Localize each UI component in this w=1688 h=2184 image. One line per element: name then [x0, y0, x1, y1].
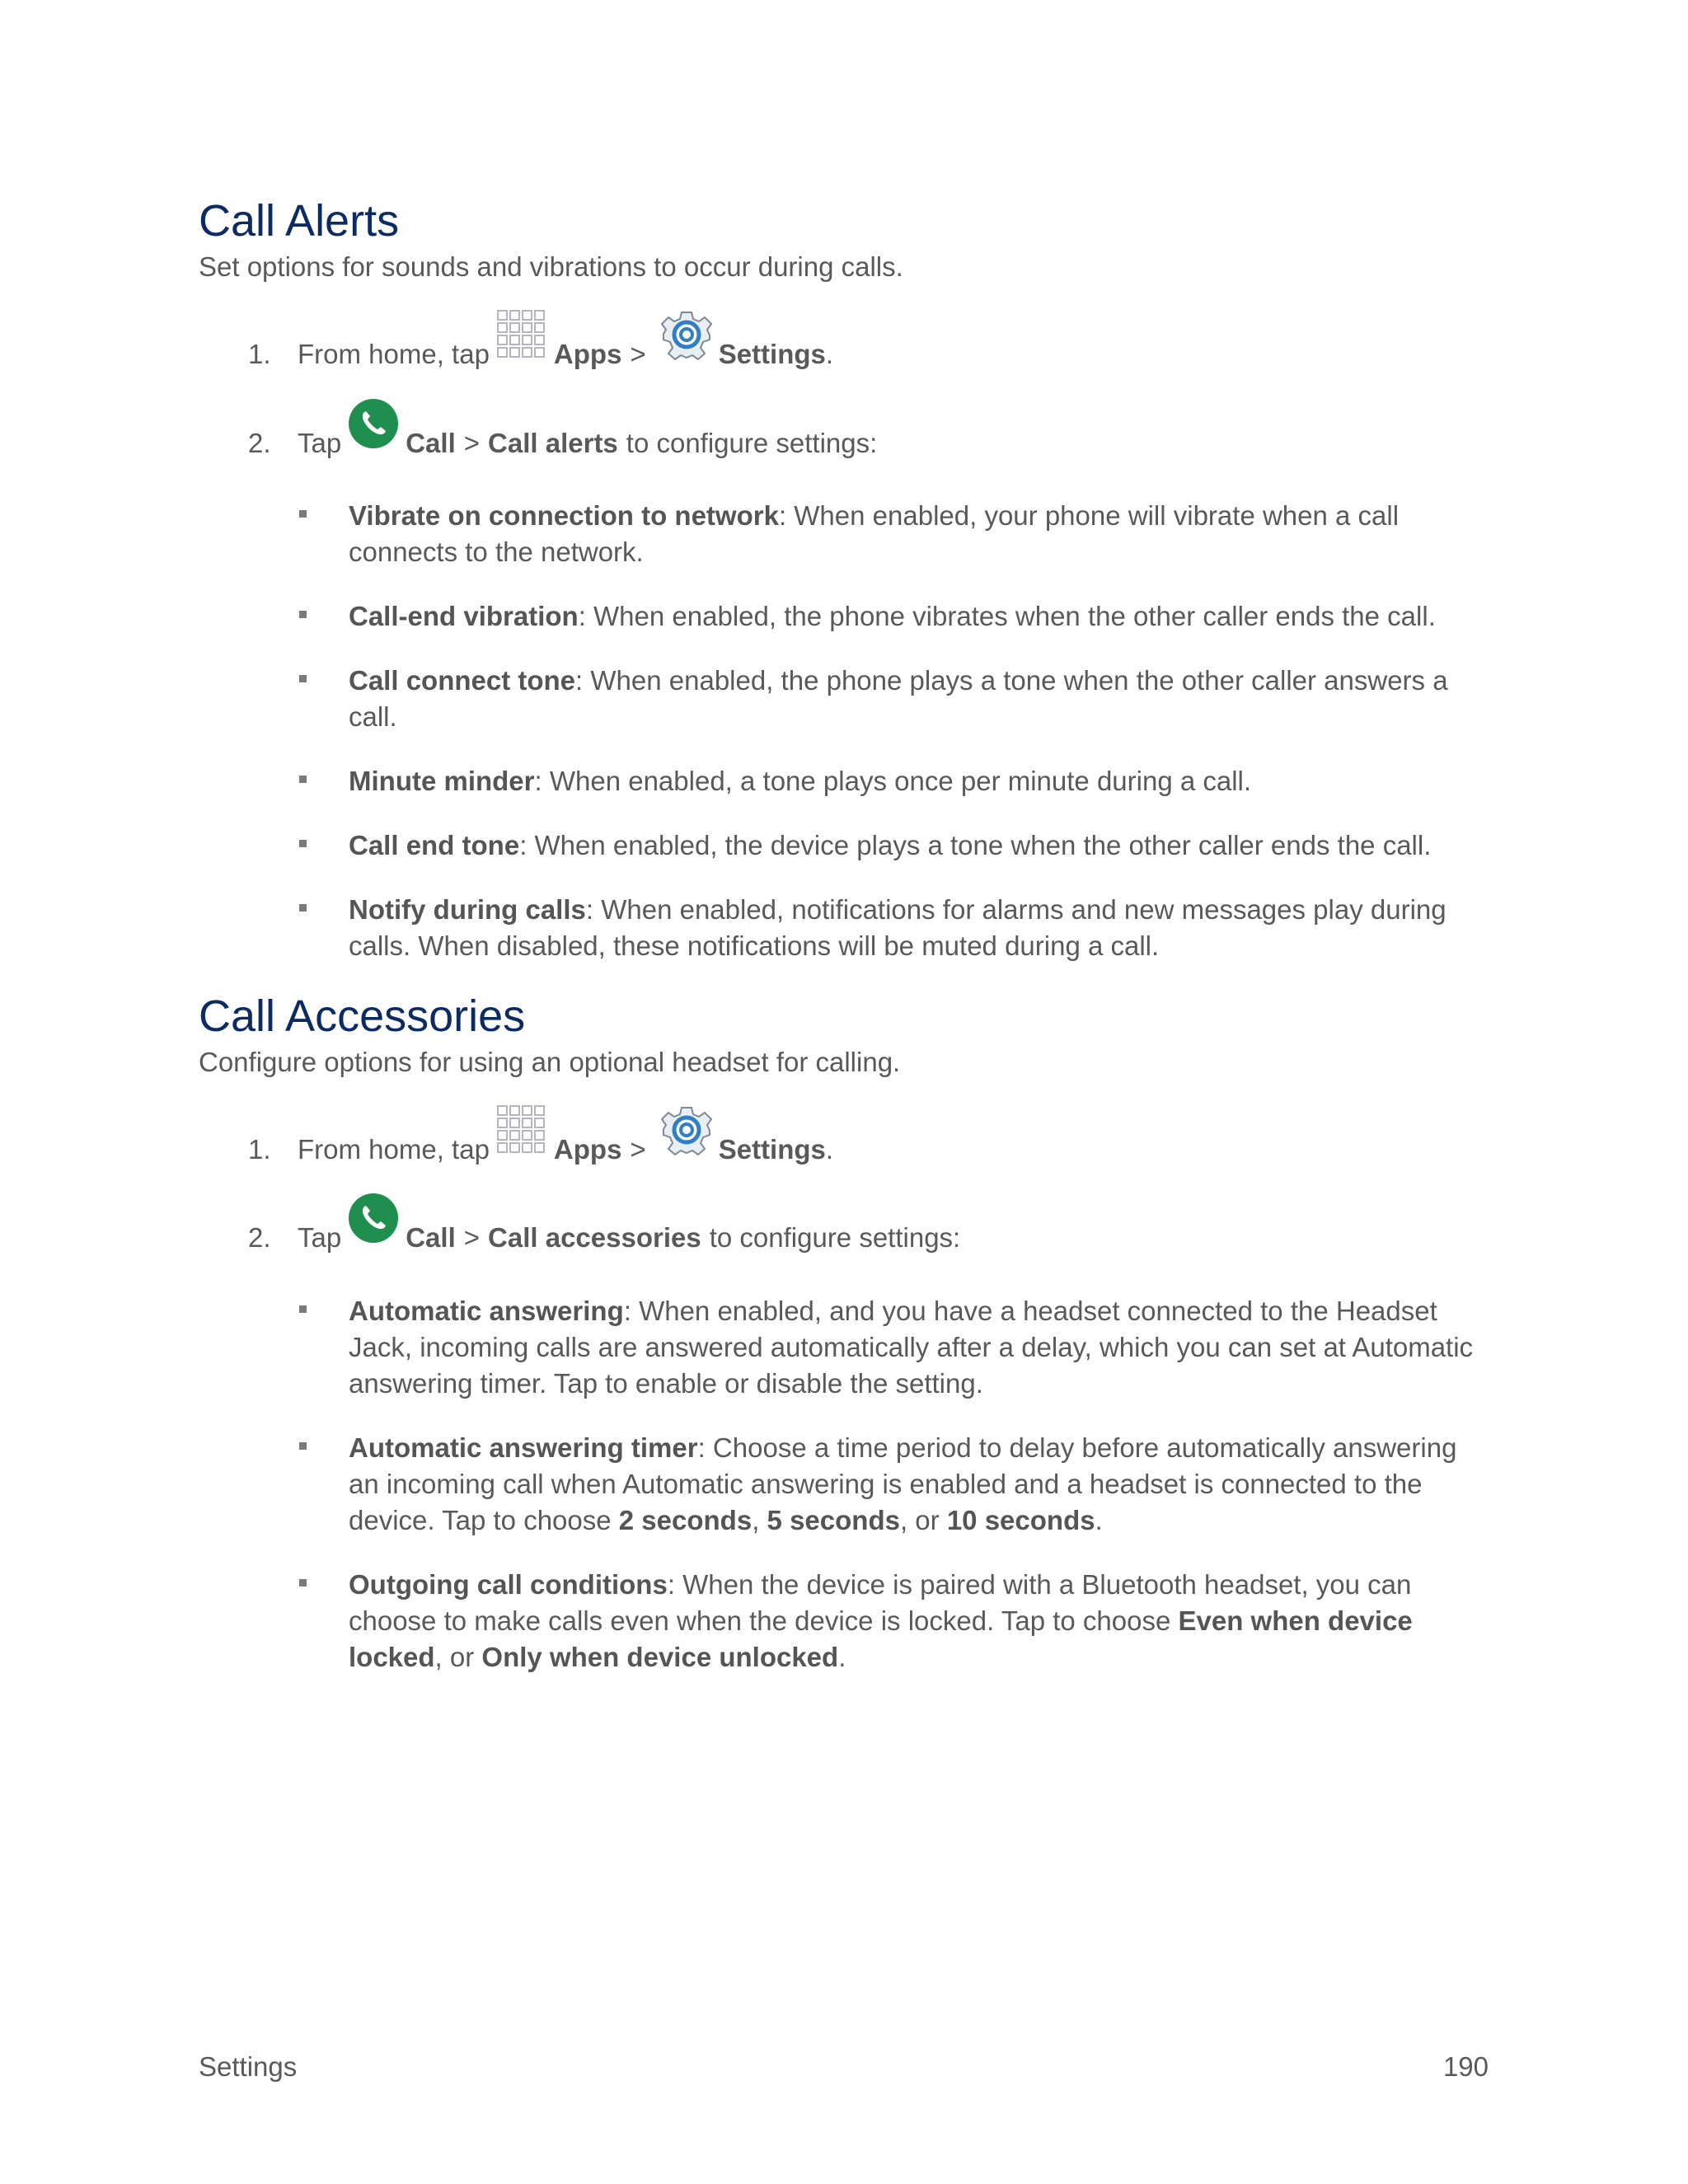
option: Only when device unlocked [481, 1642, 839, 1672]
bullet-marker [299, 675, 307, 682]
punctuation: . [825, 1134, 834, 1165]
term: Automatic answering [349, 1296, 624, 1326]
apps-label: Apps [553, 339, 622, 369]
target-label: Call alerts [488, 428, 618, 458]
step-1 [199, 313, 1484, 379]
step-1 [199, 1108, 1484, 1174]
section-title: Call Accessories [199, 991, 526, 1041]
bullet-marker [299, 611, 307, 618]
step-text: Tap [298, 1222, 342, 1253]
term: Minute minder [349, 766, 535, 796]
call-label: Call [406, 1222, 456, 1253]
term: Call end tone [349, 830, 520, 860]
description: : Choose a time period to delay before automatically answering an incoming call when Automatic answering is enabled and a headset is connected to the device. Tap to choose [349, 1432, 1457, 1535]
footer-section-name: Settings [199, 2051, 298, 2082]
punctuation: , or [899, 1505, 947, 1535]
settings-label: Settings [718, 1134, 826, 1165]
term: Vibrate on connection to network [349, 500, 779, 531]
punctuation: , [752, 1505, 767, 1535]
list-item [299, 892, 1478, 964]
apps-grid-icon [496, 309, 547, 368]
list-item [299, 663, 1478, 735]
section-call-alerts [199, 194, 1484, 284]
section-call-accessories [199, 990, 1484, 1079]
path-separator: > [463, 428, 481, 458]
path-separator: > [630, 1134, 646, 1165]
description: : When enabled, the device plays a tone when the other caller ends the call. [519, 830, 1432, 860]
apps-grid-icon [496, 1104, 547, 1163]
bullet-marker [299, 776, 307, 783]
settings-gear-icon [661, 309, 712, 368]
bullet-marker [299, 904, 307, 912]
bullet-marker [299, 840, 307, 847]
description: : When enabled, your phone will vibrate when a call connects to the network. [349, 500, 1400, 567]
description: : When enabled, the phone vibrates when the other caller ends the call. [578, 601, 1436, 631]
step-2 [199, 402, 1484, 468]
list-item [299, 598, 1478, 635]
step-text: From home, tap [298, 339, 490, 369]
description: : When enabled, the phone plays a tone when the other caller answers a call. [349, 665, 1448, 732]
phone-call-icon [348, 1193, 399, 1251]
settings-gear-icon [661, 1104, 712, 1163]
target-label: Call accessories [488, 1222, 701, 1253]
path-separator: > [463, 1222, 481, 1253]
list-item [299, 827, 1478, 864]
section-intro: Configure options for using an optional headset for calling. [199, 1047, 901, 1077]
punctuation: . [825, 339, 834, 369]
bullet-marker [299, 510, 307, 518]
section-intro: Set options for sounds and vibrations to occur during calls. [199, 251, 903, 282]
term: Call-end vibration [349, 601, 579, 631]
step-number: 2. [248, 428, 271, 458]
list-item [299, 1293, 1478, 1402]
settings-label: Settings [718, 339, 826, 369]
term: Outgoing call conditions [349, 1569, 668, 1600]
path-separator: > [630, 339, 646, 369]
option: 5 seconds [767, 1505, 900, 1535]
option: Even when device locked [349, 1605, 1413, 1672]
description: : When enabled, notifications for alarms and new messages play during calls. When disabled, these notifications will be muted during a call. [349, 894, 1447, 961]
bullet-marker [299, 1579, 307, 1586]
step-number: 2. [248, 1222, 271, 1253]
section-title: Call Alerts [199, 196, 400, 246]
bullet-marker [299, 1442, 307, 1450]
list-item [299, 763, 1478, 799]
footer-page-number: 190 [1442, 2051, 1489, 2082]
step-number: 1. [248, 339, 271, 369]
list-item [299, 1430, 1478, 1539]
option: 2 seconds [618, 1505, 753, 1535]
punctuation: . [838, 1642, 846, 1672]
step-suffix: to configure settings: [626, 428, 878, 458]
list-item [299, 1567, 1478, 1675]
step-2 [199, 1197, 1484, 1263]
punctuation: , or [434, 1642, 482, 1672]
apps-label: Apps [553, 1134, 622, 1165]
description: : When enabled, a tone plays once per minute during a call. [534, 766, 1252, 796]
description: : When the device is paired with a Bluetooth headset, you can choose to make calls even when the device is locked. Tap to choose [349, 1569, 1412, 1636]
list-item [299, 498, 1478, 570]
description: : When enabled, and you have a headset connected to the Headset Jack, incoming calls are answered automatically after a delay, which you can set at Automatic answering timer. Tap to enable or disable the setting. [349, 1296, 1474, 1399]
call-label: Call [406, 428, 456, 458]
term: Automatic answering timer [349, 1432, 698, 1463]
term: Call connect tone [349, 665, 576, 696]
bullet-marker [299, 1305, 307, 1313]
step-text: From home, tap [298, 1134, 490, 1165]
option: 10 seconds [946, 1505, 1095, 1535]
term: Notify during calls [349, 894, 586, 925]
phone-call-icon [348, 398, 399, 457]
step-text: Tap [298, 428, 342, 458]
step-suffix: to configure settings: [709, 1222, 961, 1253]
step-number: 1. [248, 1134, 271, 1165]
punctuation: . [1095, 1505, 1103, 1535]
